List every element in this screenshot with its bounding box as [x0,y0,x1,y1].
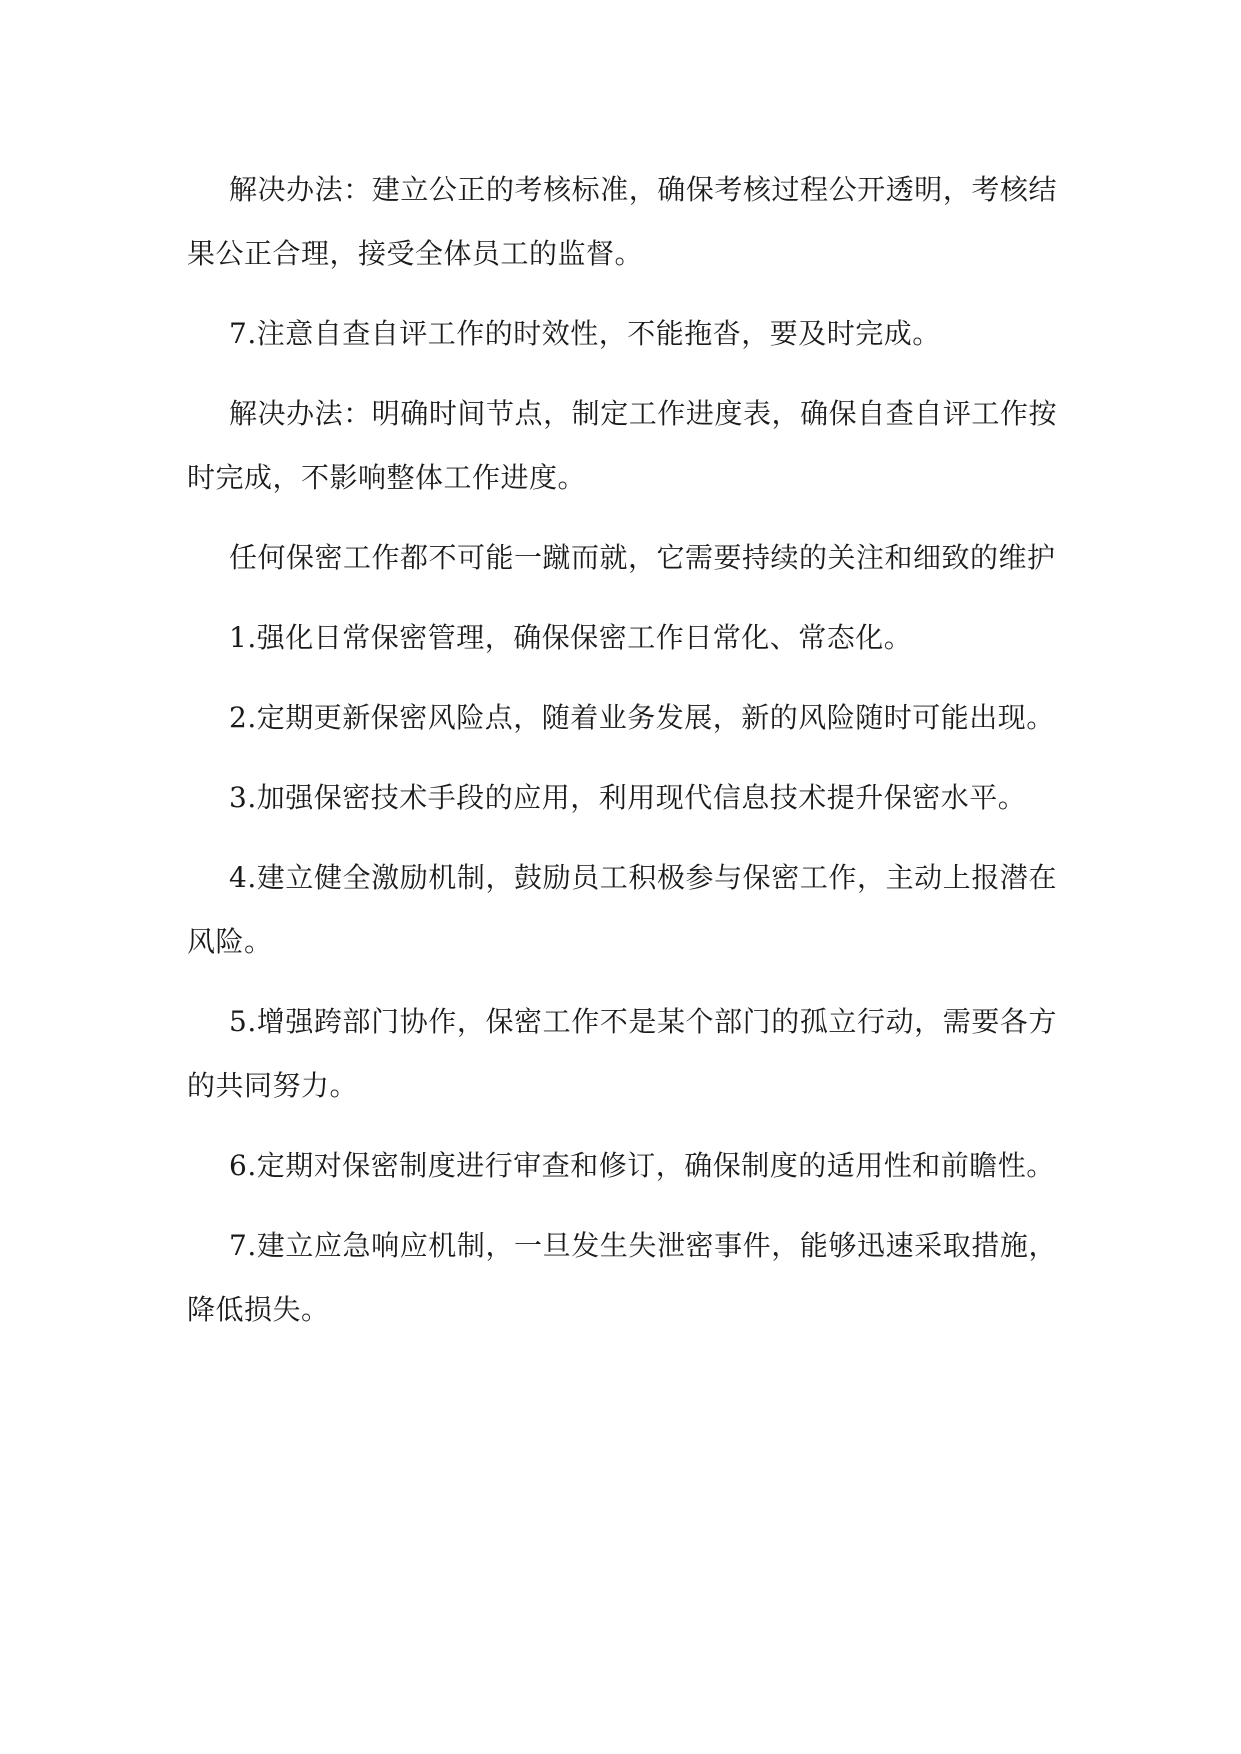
paragraph: 6.定期对保密制度进行审查和修订，确保制度的适用性和前瞻性。 [229,1149,1055,1182]
paragraph: 任何保密工作都不可能一蹴而就，它需要持续的关注和细致的维护 [229,541,1056,574]
paragraph: 7.注意自查自评工作的时效性，不能拖沓，要及时完成。 [229,317,941,350]
paragraph: 3.加强保密技术手段的应用，利用现代信息技术提升保密水平。 [229,781,1027,814]
paragraph: 解决办法：明确时间节点，制定工作进度表，确保自查自评工作按时完成，不影响整体工作进度。 [187,397,1057,494]
paragraph: 5.增强跨部门协作，保密工作不是某个部门的孤立行动，需要各方的共同努力。 [187,1005,1057,1102]
paragraph: 解决办法：建立公正的考核标准，确保考核过程公开透明，考核结果公正合理，接受全体员工的监督。 [187,173,1057,270]
paragraph: 2.定期更新保密风险点，随着业务发展，新的风险随时可能出现。 [229,701,1055,734]
document-body [187,158,1057,1358]
paragraph: 4.建立健全激励机制，鼓励员工积极参与保密工作，主动上报潜在风险。 [187,861,1057,958]
paragraph: 7.建立应急响应机制，一旦发生失泄密事件，能够迅速采取措施，降低损失。 [187,1229,1057,1326]
paragraph: 1.强化日常保密管理，确保保密工作日常化、常态化。 [229,621,913,654]
